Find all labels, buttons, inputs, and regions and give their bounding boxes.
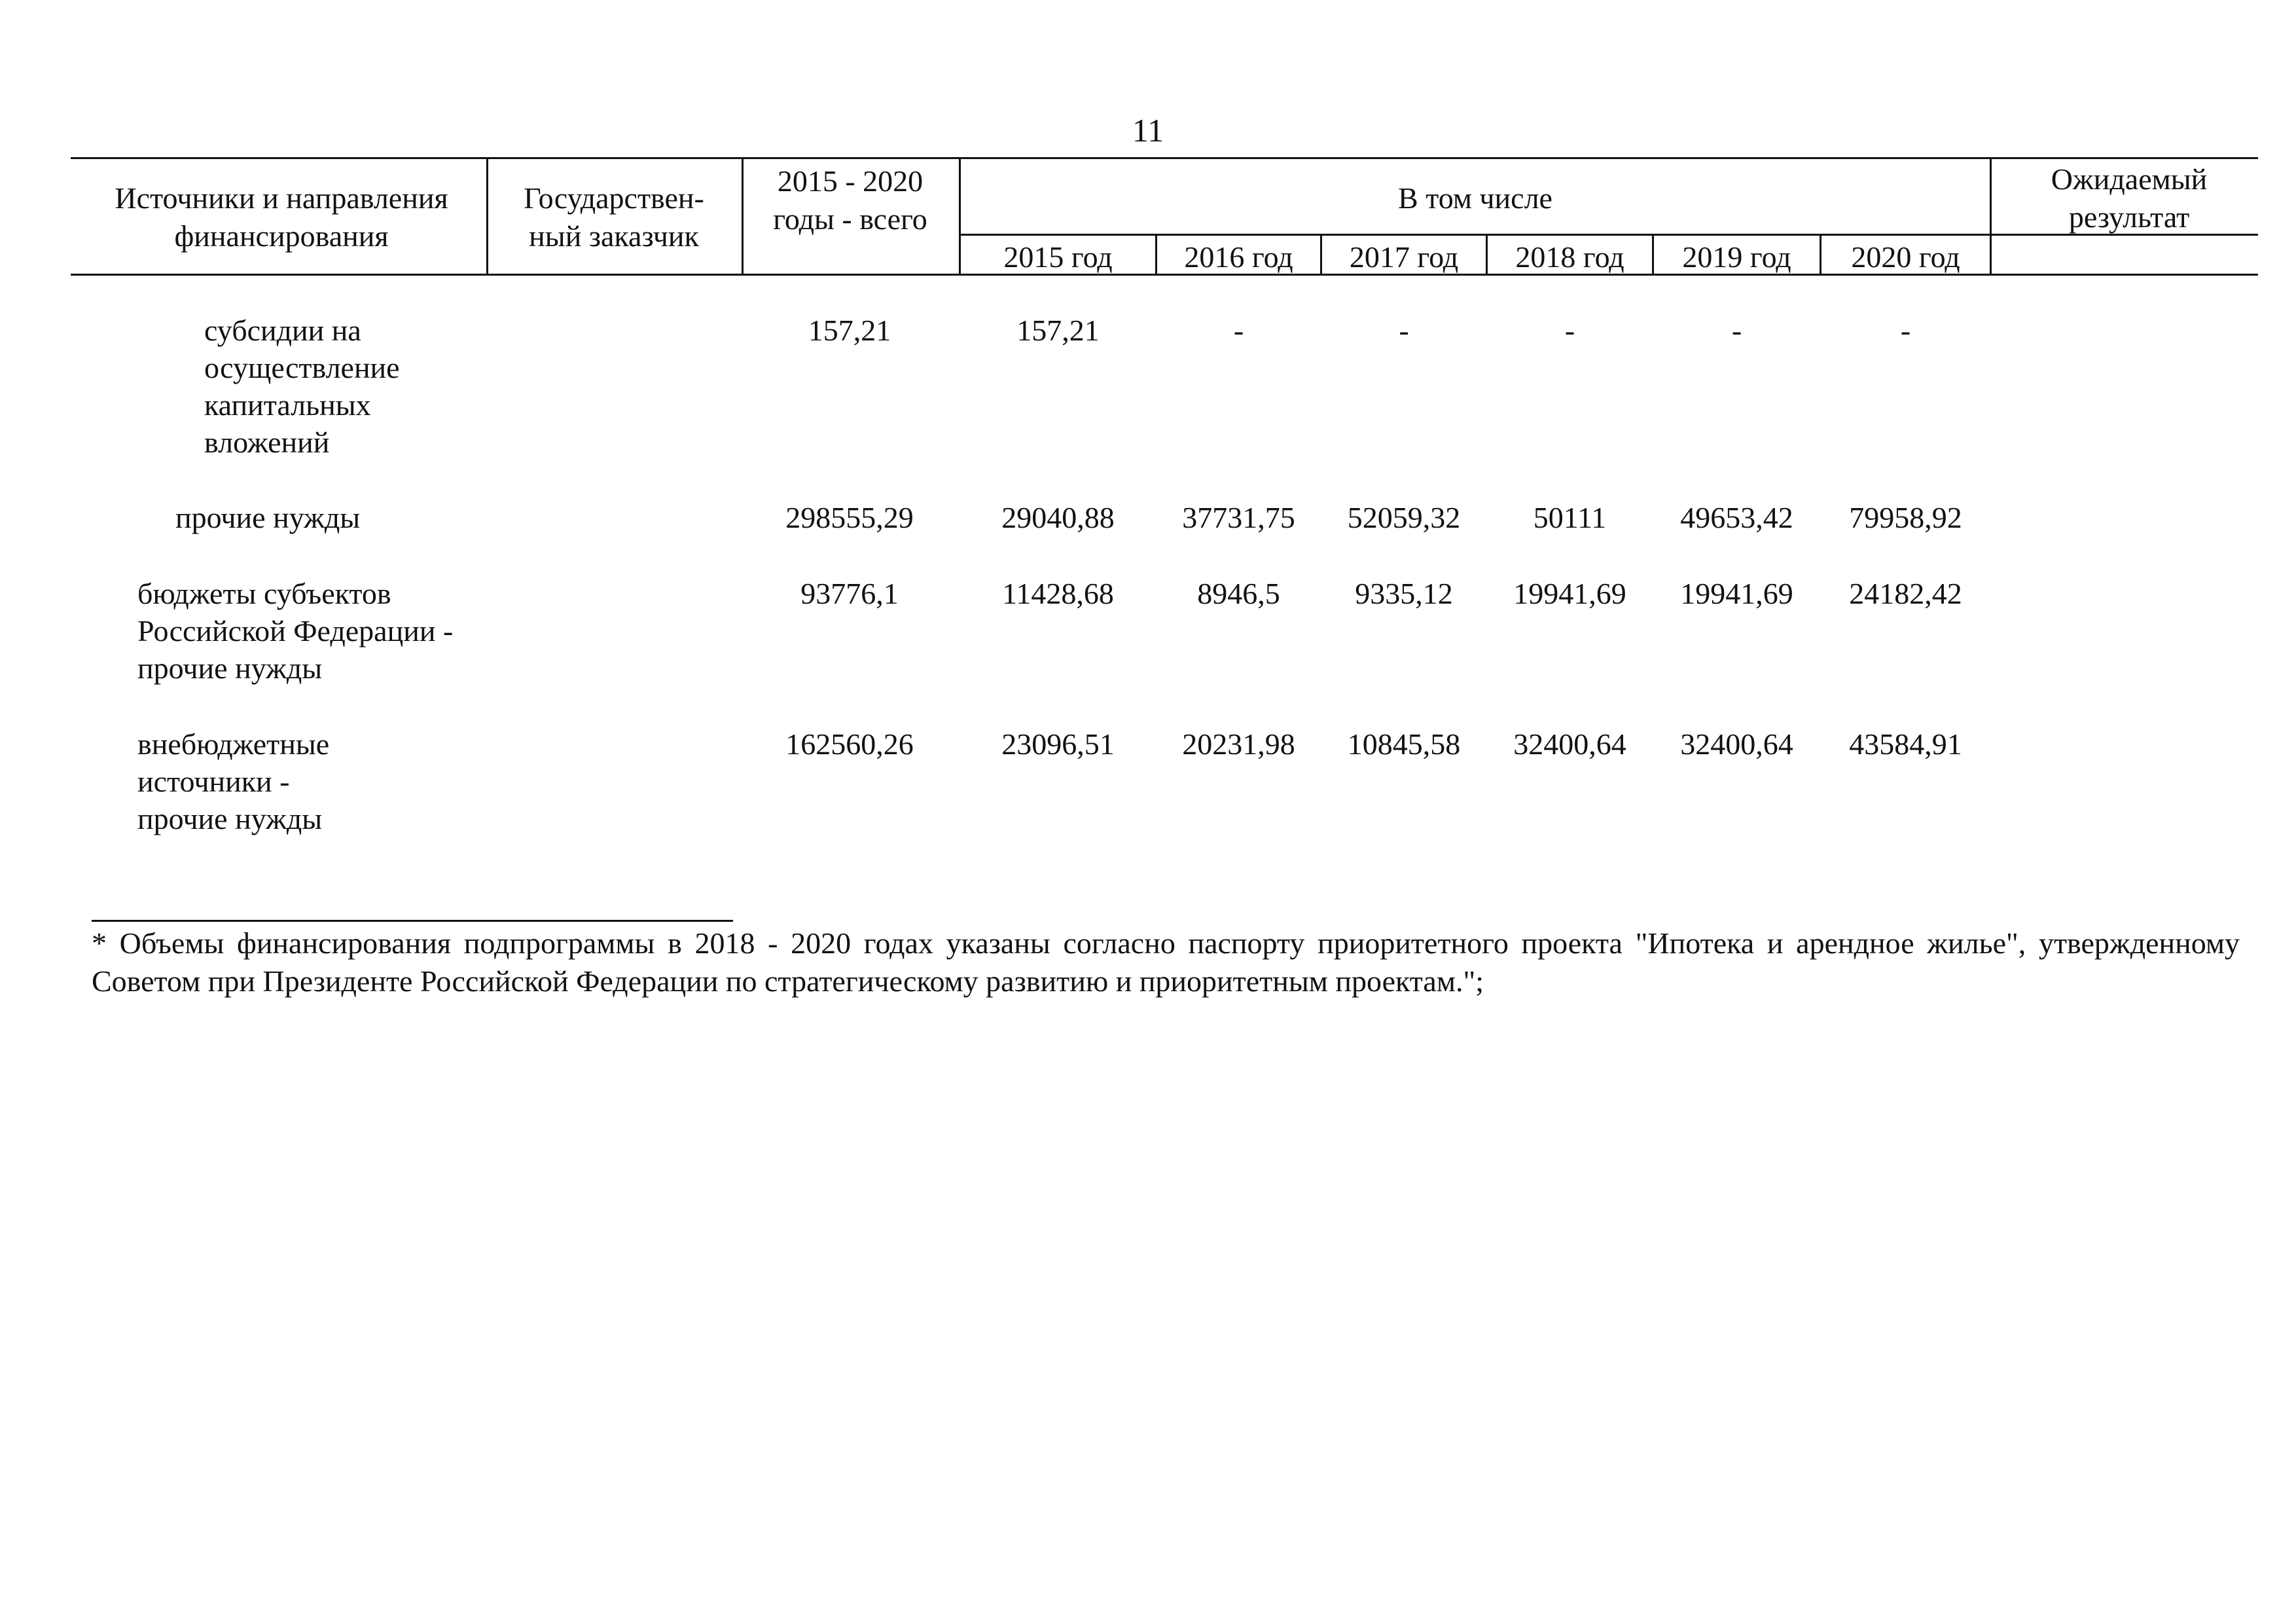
footnote-rule xyxy=(92,920,733,922)
row-value-2016: 37731,75 xyxy=(1182,501,1295,534)
row-value-2017: 52059,32 xyxy=(1347,501,1461,534)
row-value-2016: - xyxy=(1233,314,1244,347)
row-value-2017: 9335,12 xyxy=(1355,577,1453,610)
row-value-2016: 20231,98 xyxy=(1182,727,1295,761)
row-label: субсидии на осуществление капитальных вложений xyxy=(204,314,400,459)
row-value-2018: - xyxy=(1564,314,1575,347)
row-total: 93776,1 xyxy=(800,577,899,610)
row-value-2015: 23096,51 xyxy=(1001,727,1115,761)
row-value-2018: 32400,64 xyxy=(1513,727,1626,761)
row-value-2018: 19941,69 xyxy=(1513,577,1626,610)
header-top-rule xyxy=(71,157,2258,159)
col-divider xyxy=(1990,157,1992,275)
row-value-2019: 19941,69 xyxy=(1680,577,1793,610)
footnote-text: * Объемы финансирования подпрограммы в 2018 - 2020 годах указаны согласно паспорту приоритетного проекта "Ипотека и арендное жилье", утвержденному Советом при Президенте Российской Федерации по стратегическому развитию и приоритетным проектам."; xyxy=(92,926,2240,998)
header-year-2017: 2017 год xyxy=(1349,240,1459,274)
row-label: прочие нужды xyxy=(175,501,361,534)
row-value-2020: 24182,42 xyxy=(1849,577,1962,610)
header-source: Источники и направления финансирования xyxy=(115,181,448,253)
header-year-2018: 2018 год xyxy=(1515,240,1624,274)
row-label: бюджеты субъектов Российской Федерации - прочие нужды xyxy=(137,577,454,685)
row-value-2017: - xyxy=(1399,314,1409,347)
header-total: 2015 - 2020 годы - всего xyxy=(773,164,927,236)
row-value-2018: 50111 xyxy=(1533,501,1607,534)
row-value-2015: 11428,68 xyxy=(1002,577,1114,610)
row-value-2019: 49653,42 xyxy=(1680,501,1793,534)
header-year-2020: 2020 год xyxy=(1851,240,1960,274)
row-value-2019: - xyxy=(1731,314,1742,347)
page-number: 11 xyxy=(1132,112,1164,149)
row-total: 298555,29 xyxy=(785,501,914,534)
row-total: 162560,26 xyxy=(785,727,914,761)
row-label: внебюджетные источники - прочие нужды xyxy=(137,727,330,835)
header-including: В том числе xyxy=(1398,181,1552,215)
header-customer: Государствен-ный заказчик xyxy=(524,181,704,253)
col-divider xyxy=(742,157,744,275)
row-value-2020: 43584,91 xyxy=(1849,727,1962,761)
header-year-2015: 2015 год xyxy=(1003,240,1113,274)
col-divider xyxy=(486,157,488,275)
row-value-2015: 29040,88 xyxy=(1001,501,1115,534)
row-value-2015: 157,21 xyxy=(1016,314,1100,347)
header-expected: Ожидаемый результат xyxy=(2051,162,2208,234)
row-value-2019: 32400,64 xyxy=(1680,727,1793,761)
header-year-2019: 2019 год xyxy=(1682,240,1791,274)
row-value-2016: 8946,5 xyxy=(1197,577,1280,610)
row-value-2020: 79958,92 xyxy=(1849,501,1962,534)
row-value-2020: - xyxy=(1900,314,1911,347)
row-value-2017: 10845,58 xyxy=(1347,727,1461,761)
row-total: 157,21 xyxy=(808,314,891,347)
header-year-2016: 2016 год xyxy=(1184,240,1293,274)
